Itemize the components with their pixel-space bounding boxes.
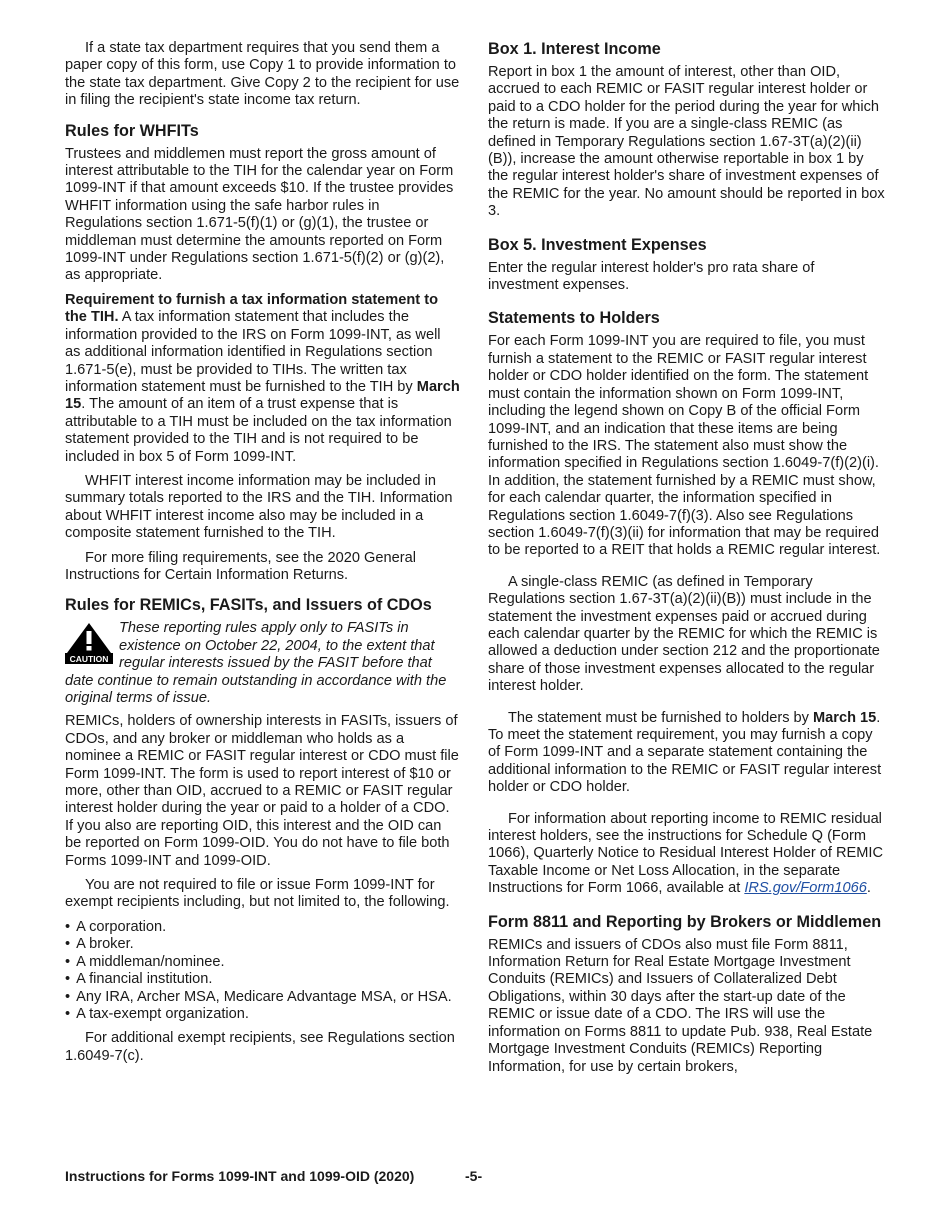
tih-statement-due-date: March 15	[65, 378, 460, 413]
exempt-recipients-list	[65, 919, 460, 1023]
statements-due-date: March 15	[813, 709, 877, 726]
caution-label: CAUTION	[69, 654, 109, 665]
right-column	[488, 40, 885, 1083]
list-item: • Any IRA, Archer MSA, Medicare Advantage MSA, or HSA.	[65, 989, 460, 1006]
remic-paragraph-1: REMICs, holders of ownership interests in FASITs, issuers of CDOs, and any broker or middleman who holds as a nominee a REMIC or FASIT regular interest or CDO must file Form 1099-INT. The form is used to report interest of $10 or more, other than OID, accrued to a REMIC or FASIT regular interest holder during the year or paid to a holder of a CDO. If you also are reporting OID, this interest and the OID can be reported on Form 1099-OID. You do not have to file both Forms 1099-INT and 1099-OID.	[65, 713, 459, 869]
statements-p3-text-1: The statement must be furnished to holders by	[508, 709, 814, 726]
list-item: • A middleman/nominee.	[65, 954, 460, 971]
caution-triangle-icon	[65, 622, 113, 664]
whfit-paragraph-4: For more filing requirements, see the 2020 General Instructions for Certain Information Returns.	[65, 549, 416, 583]
page-number: -5-	[465, 1168, 483, 1184]
form8811-paragraph: REMICs and issuers of CDOs also must file Form 8811, Information Return for Real Estate Mortgage Investment Conduits (REMICs) and Issuers of Collateralized Debt Obligations, within 30 days after the start-up date of the REMIC or issue date of a CDO. The IRS will use the information on Forms 8811 to update Pub. 938, Real Estate Mortgage Investment Conduits (REMICs) Reporting Information, for use by certain brokers,	[488, 936, 873, 1075]
tih-statement-run-in-heading: Requirement to furnish a tax information statement to the TIH.	[65, 291, 438, 326]
left-column	[65, 40, 460, 1072]
statements-paragraph-4	[488, 811, 885, 898]
tih-statement-text-2: . The amount of an item of a trust expense that is attributable to a TIH must be included on the tax information statement provided to the TIH and is not required to be included in box 5 of Form 1099-INT.	[65, 396, 452, 465]
list-item: • A financial institution.	[65, 971, 460, 988]
caution-text: These reporting rules apply only to FASITs in existence on October 22, 2004, to the extent that regular interests issued by the FASIT before that date continue to remain outstanding in accordance with the original terms of issue.	[65, 620, 447, 706]
caution-icon	[65, 622, 113, 664]
list-item: • A tax-exempt organization.	[65, 1006, 460, 1023]
list-item: • A corporation.	[65, 919, 460, 936]
statements-paragraph-3	[488, 710, 885, 797]
statements-p4-text-1: For information about reporting income to REMIC residual interest holders, see the instructions for Schedule Q (Form 1066), Quarterly Notice to Residual Interest Holder of REMIC Taxable Income or Net Loss Allocation, in the separate Instructions for Form 1066, available at	[488, 810, 884, 897]
statements-heading: Statements to Holders	[488, 309, 660, 328]
whfit-heading: Rules for WHFITs	[65, 121, 199, 140]
whfit-paragraph-3: WHFIT interest income information may be included in summary totals reported to the IRS and the TIH. Information about WHFIT interest income also may be included in a composite statement furnished to the TIH.	[65, 472, 453, 542]
state-copy-paragraph: If a state tax department requires that you send them a paper copy of this form, use Copy 1 to provide information to the state tax department. Give Copy 2 to the recipient for use in filing the recipient's state income tax return.	[65, 40, 460, 109]
footer-document-title: Instructions for Forms 1099-INT and 1099-OID (2020)	[65, 1168, 415, 1184]
form1066-link[interactable]: IRS.gov/Form1066	[744, 880, 867, 897]
box5-heading: Box 5. Investment Expenses	[488, 235, 707, 254]
tih-statement-text-1: A tax information statement that includes the information provided to the IRS on Form 1099-INT, as well as additional information identified in Regulations section 1.671-5(e), must be provided to TIHs. The written tax information statement must be furnished to the TIH by	[65, 309, 441, 395]
remic-paragraph-3: For additional exempt recipients, see Regulations section 1.6049-7(c).	[65, 1030, 455, 1064]
remic-heading: Rules for REMICs, FASITs, and Issuers of CDOs	[65, 596, 432, 615]
statements-p4-text-2: .	[866, 880, 871, 897]
whfit-paragraph-1: Trustees and middlemen must report the gross amount of interest attributable to the TIH for the calendar year on Form 1099-INT if that amount exceeds $10. If the trustee provides WHFIT information using the safe harbor rules in Regulations section 1.671-5(f)(1) or (g)(1), the trustee or middleman must determine the amounts reported on Form 1099-INT under Regulations section 1.671-5(f)(2) or (g)(2), as appropriate.	[65, 145, 454, 284]
box1-paragraph: Report in box 1 the amount of interest, other than OID, accrued to each REMIC or FASIT regular interest holder or paid to a CDO holder for the period during the year for which the return is made. If you are a single-class REMIC (as defined in Temporary Regulations section 1.67-3T(a)(2)(ii)(B)), increase the amount otherwise reportable in box 1 by the regular interest holder's share of investment expenses of the REMIC for the year. No amount should be reported in box 3.	[488, 64, 885, 220]
caution-note	[65, 620, 460, 707]
tih-statement-paragraph	[65, 292, 460, 466]
box5-paragraph: Enter the regular interest holder's pro rata share of investment expenses.	[488, 259, 815, 294]
form8811-heading: Form 8811 and Reporting by Brokers or Middlemen	[488, 912, 882, 931]
statements-paragraph-1: For each Form 1099-INT you are required to file, you must furnish a statement to the REMIC or FASIT regular interest holder or CDO holder identified on the form. The statement must contain the information shown on Form 1099-INT, including the legend shown on Copy B of the official Form 1099-INT, and an indication that these items are being furnished to the IRS. The statement also must show the information specified in Regulations section 1.6049-7(f)(2)(i). In addition, the statement furnished by a REMIC must show, for each calendar quarter, the information specified in Regulations section 1.6049-7(f)(3). Also see Regulations section 1.6049-7(f)(3)(ii) for information that may be required to be reported to a REIT that holds a REMIC regular interest.	[488, 333, 881, 559]
statements-p3-text-2: . To meet the statement requirement, you may furnish a copy of Form 1099-INT and a separate statement containing the additional information to the REMIC or FASIT regular interest holder or CDO holder.	[488, 709, 882, 796]
statements-paragraph-2: A single-class REMIC (as defined in Temporary Regulations section 1.67-3T(a)(2)(ii)(B)) must include in the statement the investment expenses paid or accrued during each calendar quarter by the REMIC for which the REMIC is allowed a deduction under section 212 and the proportionate share of those investment expenses allocated to the regular interest holder.	[488, 573, 880, 695]
remic-paragraph-2: You are not required to file or issue Form 1099-INT for exempt recipients including, but not limited to, the following.	[65, 877, 450, 911]
box1-heading: Box 1. Interest Income	[488, 40, 661, 58]
list-item: • A broker.	[65, 936, 460, 953]
